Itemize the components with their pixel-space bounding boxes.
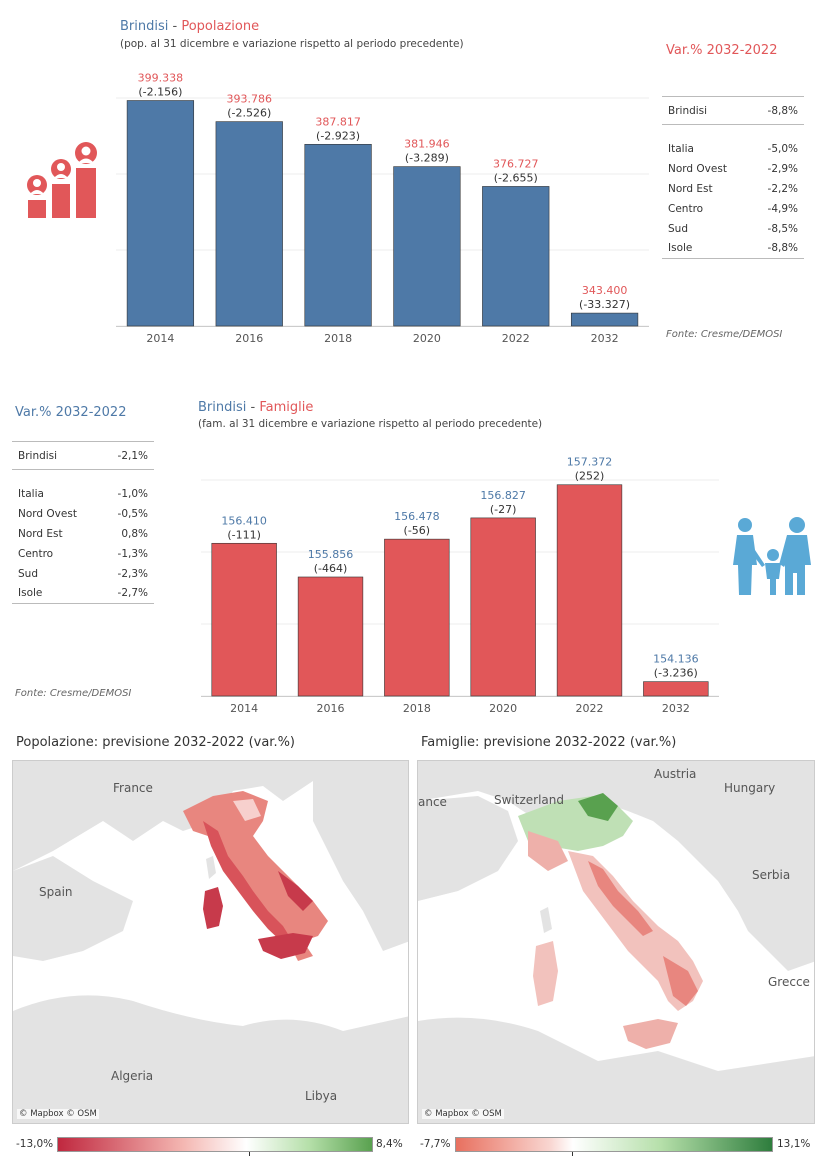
fam-var-area: Italia	[18, 487, 44, 500]
bar-2020	[394, 167, 461, 326]
pop-map-title: Popolazione: previsione 2032-2022 (var.%)	[16, 735, 296, 750]
x-tick-label-2016: 2016	[316, 702, 345, 715]
pop-var-row	[662, 199, 804, 219]
change-label-2022: (-2.655)	[493, 171, 538, 185]
pop-var-row	[662, 219, 804, 239]
pop-var-spacer	[662, 125, 804, 139]
fam-var-value: -2,7%	[101, 584, 154, 604]
fam-legend-zero-tick	[572, 1152, 573, 1156]
pop-title-sep: -	[168, 19, 182, 34]
fam-map-credit[interactable]: © Mapbox © OSM	[424, 1109, 502, 1119]
pop-var-value: -4,9%	[767, 202, 798, 215]
fam-var-table	[12, 441, 154, 604]
pop-var-area: Italia	[668, 142, 694, 155]
x-tick-label-2016: 2016	[235, 332, 264, 345]
x-tick-label-2014: 2014	[230, 702, 259, 715]
change-label-2032: (-3.236)	[653, 666, 698, 680]
fam-var-row	[12, 544, 154, 564]
change-label-2016: (-2.526)	[227, 106, 272, 120]
x-tick-label-2022: 2022	[575, 702, 604, 715]
pop-chart-subtitle: (pop. al 31 dicembre e variazione rispetto al periodo precedente)	[120, 38, 464, 50]
value-label-2016: 393.786	[226, 92, 272, 106]
family-icon	[733, 515, 811, 597]
change-label-2022: (252)	[574, 469, 605, 483]
pop-legend-max: 8,4%	[376, 1138, 403, 1150]
pop-var-row	[662, 97, 804, 125]
fam-var-row	[12, 564, 154, 584]
fam-var-value: -2,3%	[117, 567, 148, 580]
fam-title-metric: Famiglie	[259, 400, 314, 415]
fam-var-area: Sud	[18, 567, 38, 580]
x-tick-label-2022: 2022	[501, 332, 530, 345]
x-tick-label-2032: 2032	[661, 702, 690, 715]
pop-var-table	[662, 96, 804, 259]
population-icon	[24, 138, 100, 220]
fam-map-label-grecce: Grecce	[768, 975, 810, 989]
pop-title-city: Brindisi	[120, 19, 169, 34]
pop-chart-title	[120, 19, 259, 34]
bar-2014	[127, 101, 194, 326]
change-label-2020: (-3.289)	[404, 151, 449, 165]
fam-var-row	[12, 524, 154, 544]
bar-2022	[482, 186, 549, 326]
pop-legend-zero-tick	[249, 1152, 250, 1156]
value-label-2018: 156.478	[394, 510, 440, 524]
fam-var-area: Isole	[12, 584, 101, 604]
change-label-2032: (-33.327)	[579, 298, 631, 312]
pop-var-area: Isole	[662, 239, 751, 259]
pop-map-label-algeria: Algeria	[111, 1069, 154, 1083]
pop-var-row	[662, 139, 804, 159]
pop-title-metric: Popolazione	[181, 19, 260, 34]
pop-legend-min: -13,0%	[16, 1138, 54, 1150]
value-label-2018: 387.817	[315, 115, 361, 129]
pop-map-credit[interactable]: © Mapbox © OSM	[19, 1109, 97, 1119]
pop-legend-bar	[57, 1137, 373, 1152]
pop-var-area: Brindisi	[662, 97, 751, 125]
change-label-2018: (-56)	[403, 524, 431, 538]
fam-map[interactable]	[417, 760, 815, 1124]
pop-var-row	[662, 159, 804, 179]
pop-var-value: -8,5%	[767, 222, 798, 235]
value-label-2022: 157.372	[566, 455, 613, 469]
x-tick-label-2032: 2032	[590, 332, 619, 345]
value-label-2032: 154.136	[653, 652, 699, 666]
fam-var-area: Centro	[18, 547, 54, 560]
fam-bar-chart	[195, 438, 725, 720]
fam-var-area: Nord Ovest	[18, 507, 77, 520]
pop-map-label-libya: Libya	[305, 1089, 338, 1103]
fam-var-row	[12, 484, 154, 504]
fam-var-title: Var.% 2032-2022	[15, 405, 127, 420]
fam-chart-title	[198, 400, 313, 415]
x-tick-label-2014: 2014	[146, 332, 175, 345]
pop-map-label-spain: Spain	[39, 885, 73, 899]
fam-source: Fonte: Cresme/DEMOSI	[15, 688, 132, 699]
fam-title-sep: -	[246, 400, 260, 415]
fam-map-label-switzerland: Switzerland	[494, 793, 564, 807]
bar-2032	[571, 313, 638, 326]
fam-map-label-austria: Austria	[654, 767, 697, 781]
value-label-2020: 156.827	[480, 488, 526, 502]
pop-var-row	[662, 179, 804, 199]
bar-2018	[305, 144, 372, 326]
bar-2022	[557, 485, 622, 696]
value-label-2032: 343.400	[581, 284, 628, 298]
pop-var-title: Var.% 2032-2022	[666, 43, 778, 58]
bar-2014	[212, 543, 277, 696]
value-label-2020: 381.946	[404, 137, 450, 151]
fam-var-spacer	[12, 470, 154, 484]
fam-legend-min: -7,7%	[420, 1138, 451, 1150]
fam-map-label-hungary: Hungary	[724, 781, 776, 795]
fam-chart-subtitle: (fam. al 31 dicembre e variazione rispetto al periodo precedente)	[198, 418, 543, 430]
fam-var-area: Brindisi	[12, 442, 101, 470]
fam-var-value: -0,5%	[117, 507, 148, 520]
value-label-2016: 155.856	[307, 547, 354, 561]
fam-var-row	[12, 504, 154, 524]
bar-2020	[471, 518, 536, 696]
pop-source: Fonte: Cresme/DEMOSI	[666, 329, 783, 340]
pop-var-value: -8,8%	[751, 97, 804, 125]
pop-var-area: Centro	[668, 202, 704, 215]
bar-2032	[643, 682, 708, 696]
pop-var-value: -8,8%	[751, 239, 804, 259]
fam-map-label-serbia: Serbia	[752, 868, 791, 882]
pop-var-value: -2,9%	[767, 162, 798, 175]
x-tick-label-2020: 2020	[489, 702, 518, 715]
bar-2018	[384, 539, 449, 696]
fam-var-value: 0,8%	[121, 527, 148, 540]
value-label-2014: 156.410	[221, 514, 267, 528]
pop-map-label-france: France	[113, 781, 153, 795]
fam-var-row	[12, 442, 154, 470]
pop-bar-chart	[110, 58, 655, 350]
pop-map[interactable]	[12, 760, 409, 1124]
fam-title-city: Brindisi	[198, 400, 247, 415]
bar-2016	[216, 122, 283, 326]
fam-map-canvas	[418, 761, 815, 1124]
fam-var-area: Nord Est	[18, 527, 63, 540]
fam-var-row	[12, 584, 154, 604]
value-label-2014: 399.338	[137, 71, 184, 85]
pop-var-value: -2,2%	[767, 182, 798, 195]
change-label-2016: (-464)	[313, 561, 348, 575]
pop-var-area: Nord Est	[668, 182, 713, 195]
fam-legend-bar	[455, 1137, 773, 1152]
pop-map-canvas	[13, 761, 409, 1124]
x-tick-label-2018: 2018	[402, 702, 431, 715]
change-label-2020: (-27)	[489, 502, 517, 516]
fam-map-title: Famiglie: previsione 2032-2022 (var.%)	[421, 735, 677, 750]
pop-var-row	[662, 239, 804, 259]
fam-var-value: -2,1%	[101, 442, 154, 470]
change-label-2014: (-2.156)	[138, 85, 183, 99]
fam-legend-max: 13,1%	[777, 1138, 811, 1150]
x-tick-label-2018: 2018	[324, 332, 353, 345]
pop-var-area: Nord Ovest	[668, 162, 727, 175]
change-label-2018: (-2.923)	[316, 129, 361, 143]
pop-var-value: -5,0%	[767, 142, 798, 155]
pop-var-area: Sud	[668, 222, 688, 235]
change-label-2014: (-111)	[227, 528, 261, 542]
x-tick-label-2020: 2020	[412, 332, 441, 345]
value-label-2022: 376.727	[493, 157, 539, 171]
bar-2016	[298, 577, 363, 696]
fam-map-label-ance: ance	[418, 795, 447, 809]
fam-var-value: -1,3%	[117, 547, 148, 560]
fam-var-value: -1,0%	[117, 487, 148, 500]
